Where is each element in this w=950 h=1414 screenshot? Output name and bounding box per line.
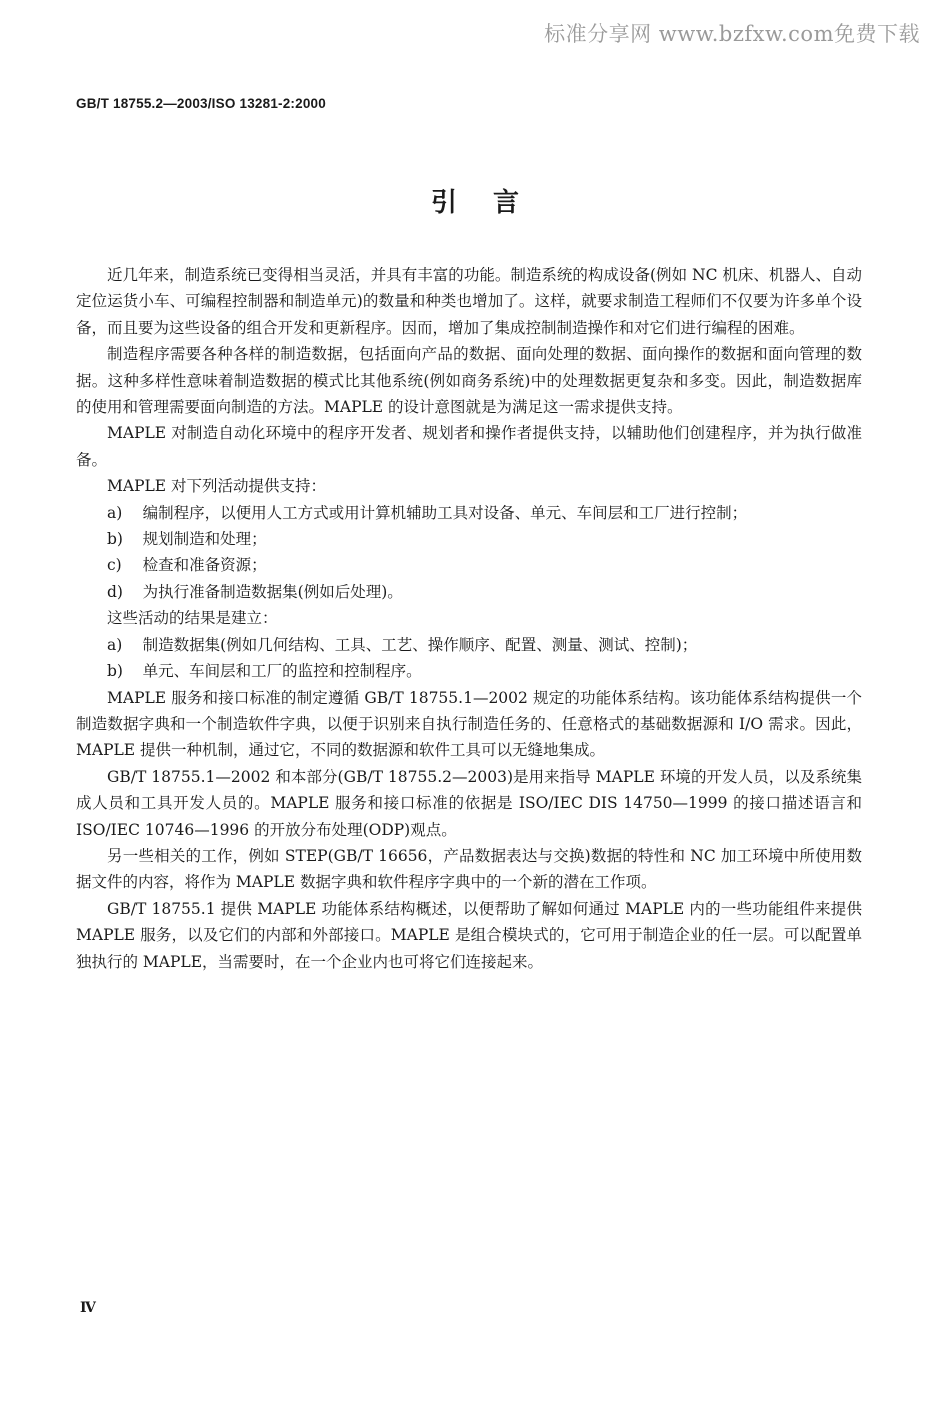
paragraph: 另一些相关的工作，例如 STEP(GB/T 16656，产品数据表达与交换)数据的特性和 NC 加工环境中所使用数据文件的内容，将作为 MAPLE 数据字典和软件程序字典中的一个新的潜在工作项。 xyxy=(76,846,862,892)
list-item-text: 规划制造和处理； xyxy=(142,530,267,549)
document-body xyxy=(76,262,862,975)
paragraph: 这些活动的结果是建立： xyxy=(107,609,278,628)
paragraph: 制造程序需要各种各样的制造数据，包括面向产品的数据、面向处理的数据、面向操作的数据和面向管理的数据。这种多样性意味着制造数据的模式比其他系统(例如商务系统)中的处理数据更复杂和多变。因此，制造数据库的使用和管理需要面向制造的方法。MAPLE 的设计意图就是为满足这一需求提供支持。 xyxy=(76,345,862,417)
list-item xyxy=(76,500,862,526)
paragraph: GB/T 18755.1—2002 和本部分(GB/T 18755.2—2003)是用来指导 MAPLE 环境的开发人员，以及系统集成人员和工具开发人员的。MAPLE 服务和接口标准的依据是 ISO/IEC DIS 14750—1999 的接口描述语言和 ISO/IEC 10746—1996 的开放分布处理(ODP)观点。 xyxy=(76,767,862,839)
list-marker: b) xyxy=(107,530,123,549)
list-marker: c) xyxy=(107,556,122,575)
paragraph: MAPLE 对下列活动提供支持： xyxy=(107,477,327,496)
paragraph: 近几年来，制造系统已变得相当灵活，并具有丰富的功能。制造系统的构成设备(例如 NC 机床、机器人、自动定位运货小车、可编程控制器和制造单元)的数量和种类也增加了。这样，就要求制造工程师们不仅要为许多单个设备，而且要为这些设备的组合开发和更新程序。因而，增加了集成控制制造操作和对它们进行编程的困难。 xyxy=(76,266,862,337)
paragraph: GB/T 18755.1 提供 MAPLE 功能体系结构概述，以便帮助了解如何通过 MAPLE 内的一些功能组件来提供 MAPLE 服务，以及它们的内部和外部接口。MAPLE 是组合模块式的，它可用于制造企业的任一层。可以配置单独执行的 MAPLE，当需要时，在一个企业内也可将它们连接起来。 xyxy=(76,899,862,971)
section-title: 引言 xyxy=(430,188,555,218)
list-item-text: 编制程序，以便用人工方式或用计算机辅助工具对设备、单元、车间层和工厂进行控制； xyxy=(142,503,748,522)
list-item xyxy=(76,579,862,605)
list-marker: a) xyxy=(107,503,123,522)
list-item xyxy=(76,658,862,684)
list-marker: d) xyxy=(107,582,123,601)
list-item-text: 单元、车间层和工厂的监控和控制程序。 xyxy=(142,662,422,681)
paragraph: MAPLE 服务和接口标准的制定遵循 GB/T 18755.1—2002 规定的功能体系结构。该功能体系结构提供一个制造数据字典和一个制造软件字典，以便于识别来自执行制造任务的、任意格式的基础数据源和 I/O 需求。因此，MAPLE 提供一种机制，通过它，不同的数据源和软件工具可以无缝地集成。 xyxy=(76,688,862,760)
list-item xyxy=(76,632,862,658)
list-item-text: 检查和准备资源； xyxy=(142,556,267,575)
page-number: Ⅳ xyxy=(80,1300,96,1316)
watermark-text: 标准分享网 www.bzfxw.com免费下载 xyxy=(544,22,920,46)
list-item-text: 为执行准备制造数据集(例如后处理)。 xyxy=(142,582,403,601)
paragraph: MAPLE 对制造自动化环境中的程序开发者、规划者和操作者提供支持，以辅助他们创建程序，并为执行做准备。 xyxy=(76,424,862,469)
standard-code-header: GB/T 18755.2—2003/ISO 13281-2:2000 xyxy=(76,96,326,111)
list-item xyxy=(76,526,862,552)
list-item xyxy=(76,552,862,578)
list-marker: b) xyxy=(107,662,123,681)
list-item-text: 制造数据集(例如几何结构、工具、工艺、操作顺序、配置、测量、测试、控制)； xyxy=(142,635,698,654)
list-marker: a) xyxy=(107,635,123,654)
